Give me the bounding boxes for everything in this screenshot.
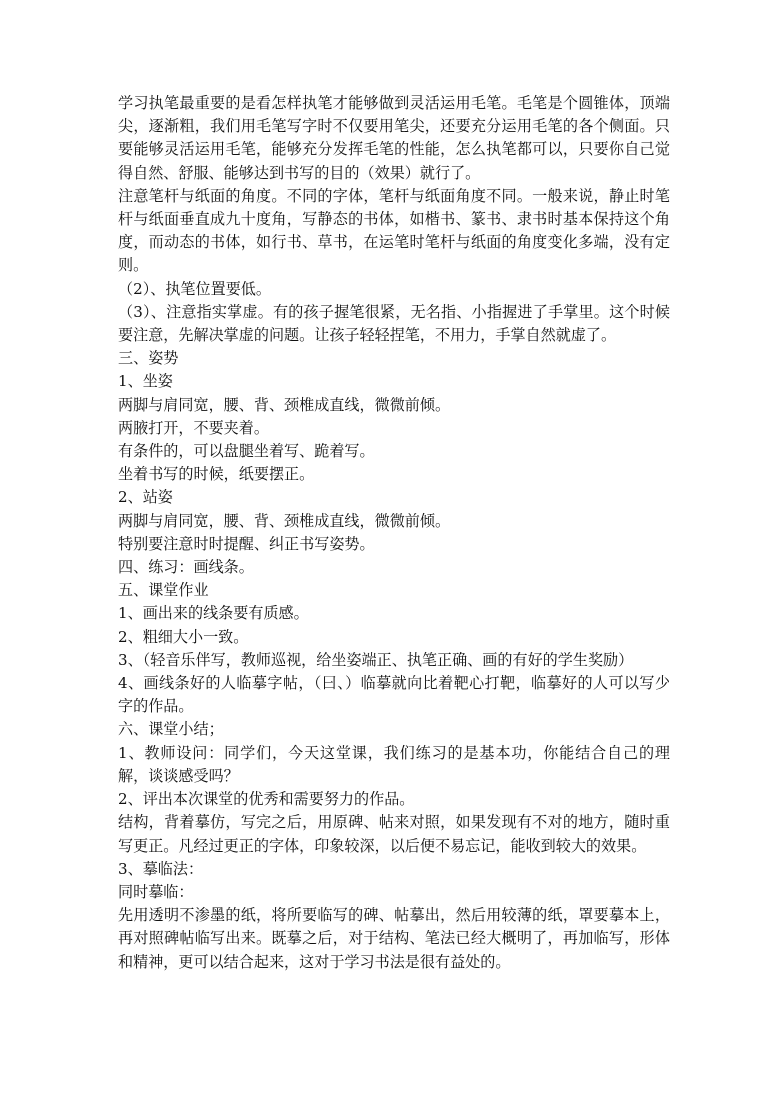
section-heading-summary: 六、课堂小结；: [118, 720, 224, 739]
paragraph-16: 1、画出来的线条要有质感。: [118, 604, 309, 623]
paragraph-3: （2）、执笔位置要低。: [118, 279, 271, 298]
paragraph-12: 两脚与肩同宽，腰、背、颈椎成直线，微微前倾。: [118, 511, 451, 530]
paragraph-18: 3、（轻音乐伴写，教师巡视，给坐姿端正、执笔正确、画的有好的学生奖励）: [118, 650, 634, 669]
subheading-tracing-method: 3、摹临法：: [118, 859, 204, 878]
subheading-standing: 2、站姿: [118, 488, 173, 507]
paragraph-10: 坐着书写的时候，纸要摆正。: [118, 465, 315, 484]
section-heading-homework: 五、课堂作业: [118, 581, 209, 600]
paragraph-19: 4、画线条好的人临摹字帖，（曰、）临摹就向比着靶心打靶，临摹好的人可以写少字的作品。: [118, 674, 670, 716]
paragraph-22: 2、评出本次课堂的优秀和需要努力的作品。: [118, 790, 415, 809]
paragraph-7: 两脚与肩同宽，腰、背、颈椎成直线，微微前倾。: [118, 395, 451, 414]
subheading-sitting: 1、坐姿: [118, 372, 173, 391]
paragraph-26: 先用透明不渗墨的纸，将所要临写的碑、帖摹出，然后用较薄的纸，罩要摹本上，再对照碑帖临写出来。既摹之后，对于结构、笔法已经大概明了，再加临写，形体和精神，更可以结合起来，这对于学习书法是很有益处的。: [118, 906, 670, 971]
paragraph-21: 1、教师设问：同学们，今天这堂课，我们练习的是基本功，你能结合自己的理解，谈谈感受吗？: [118, 743, 670, 785]
paragraph-4: （3）、注意指实掌虚。有的孩子握笔很紧，无名指、小指握进了手掌里。这个时候要注意，先解决掌虚的问题。让孩子轻轻捏笔，不用力，手掌自然就虚了。: [118, 302, 670, 345]
section-heading-posture: 三、姿势: [118, 349, 179, 368]
paragraph-13: 特别要注意时时提醒、纠正书写姿势。: [118, 534, 375, 553]
section-heading-practice: 四、练习：画线条。: [118, 558, 254, 577]
paragraph-17: 2、粗细大小一致。: [118, 627, 249, 646]
paragraph-9: 有条件的，可以盘腿坐着写、跪着写。: [118, 442, 375, 461]
paragraph-2: 注意笔杆与纸面的角度。不同的字体，笔杆与纸面角度不同。一般来说，静止时笔杆与纸面垂直成九十度角，写静态的书体，如楷书、篆书、隶书时基本保持这个角度，而动态的书体，如行书、草书，在运笔时笔杆与纸面的角度变化多端，没有定则。: [118, 186, 670, 275]
paragraph-8: 两腋打开，不要夹着。: [118, 418, 269, 437]
paragraph-1: 学习执笔最重要的是看怎样执笔才能够做到灵活运用毛笔。毛笔是个圆锥体，顶端尖，逐渐粗，我们用毛笔写字时不仅要用笔尖，还要充分运用毛笔的各个侧面。只要能够灵活运用毛笔，能够充分发挥毛笔的性能，怎么执笔都可以，只要你自己觉得自然、舒服、能够达到书写的目的（效果）就行了。: [118, 94, 670, 182]
paragraph-23: 结构，背着摹仿，写完之后，用原碑、帖来对照，如果发现有不对的地方，随时重写更正。凡经过更正的字体，印象较深，以后便不易忘记，能收到较大的效果。: [118, 813, 670, 855]
subheading-simultaneous-tracing: 同时摹临：: [118, 882, 194, 901]
